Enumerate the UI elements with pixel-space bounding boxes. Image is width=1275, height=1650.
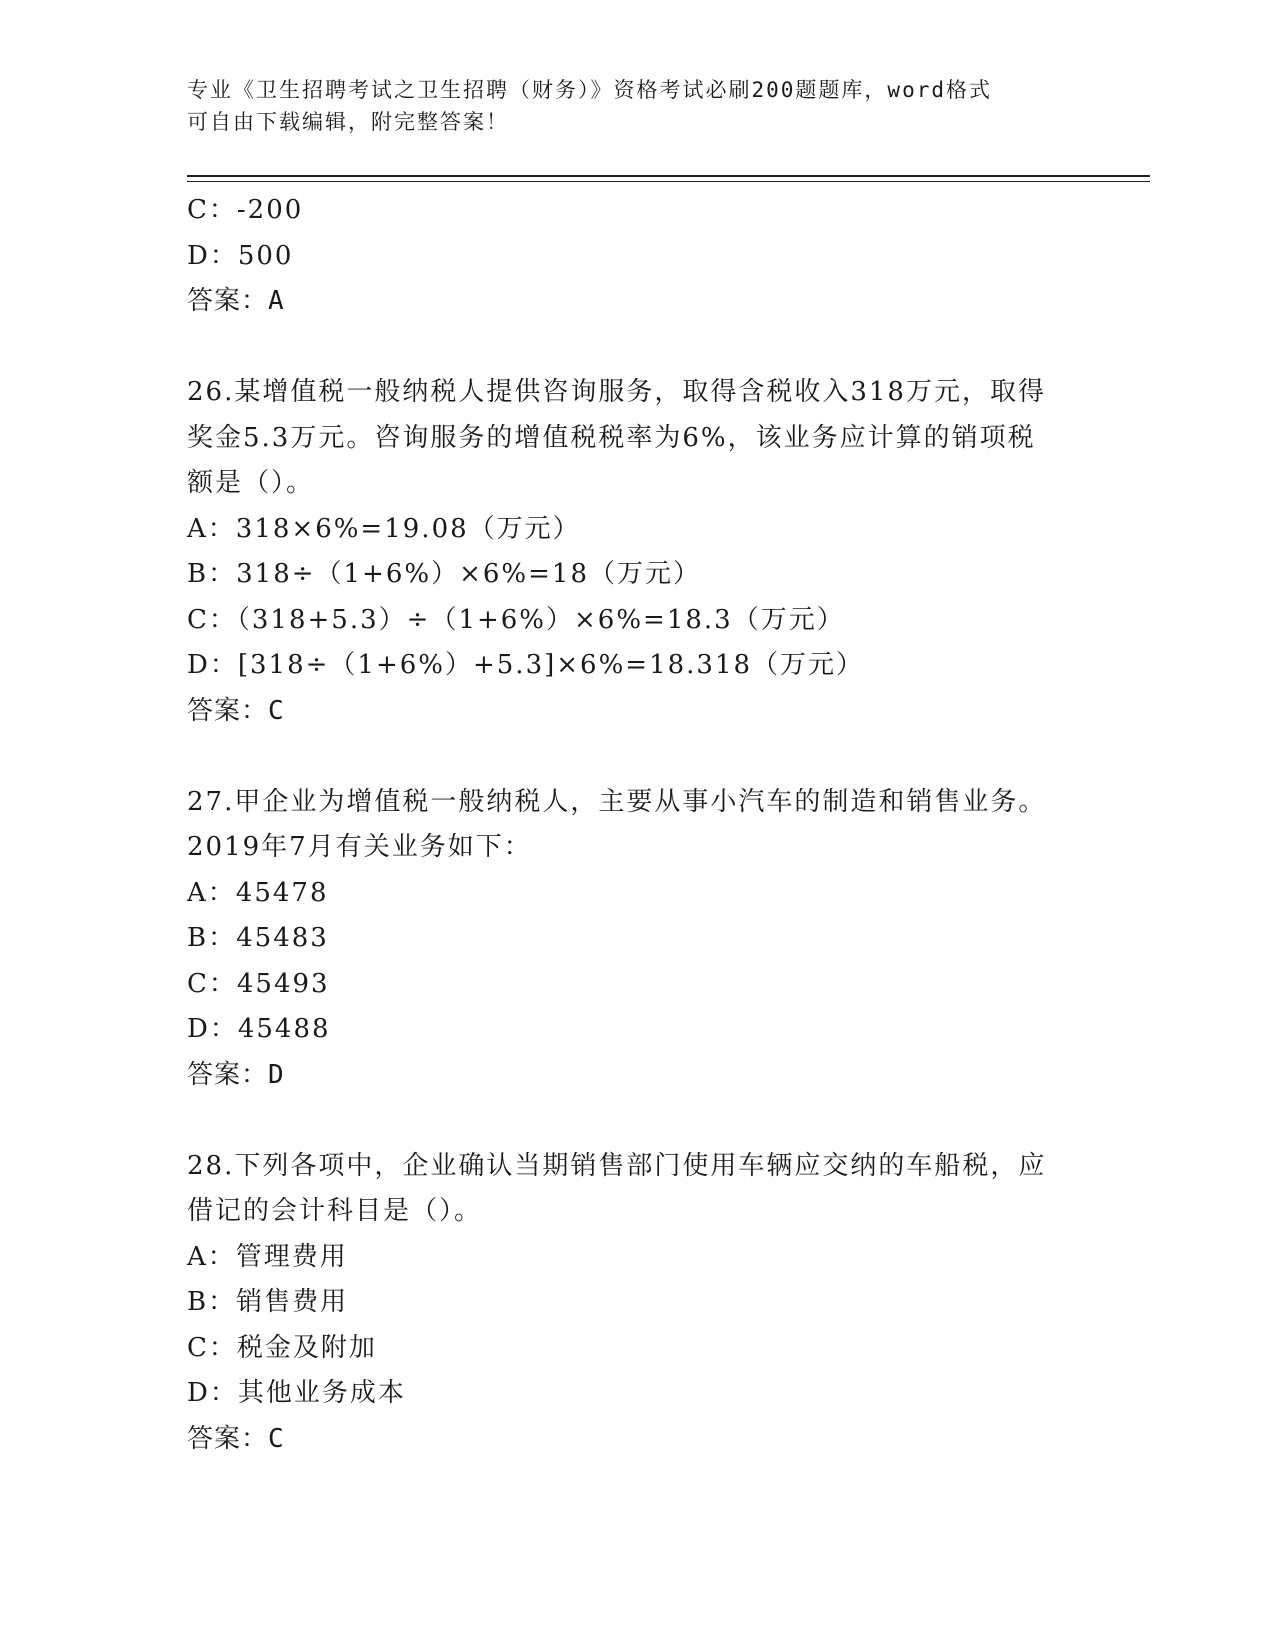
header-divider [187, 175, 1150, 177]
spacer [187, 734, 1067, 780]
option-b: B：318÷（1+6%）×6%=18（万元） [187, 559, 701, 589]
option-a: A：管理费用 [187, 1241, 348, 1272]
option-d: D：45488 [187, 1014, 331, 1044]
answer-line: 答案：A [187, 286, 285, 316]
question-27 [187, 780, 1067, 1099]
option-d: D：其他业务成本 [187, 1378, 406, 1408]
header-divider-thin [187, 181, 1150, 182]
question-list [187, 188, 1067, 1462]
question-28 [187, 1144, 1067, 1463]
option-c: C：（318+5.3）÷（1+6%）×6%=18.3（万元） [187, 604, 845, 635]
answer-line: 答案：C [187, 1423, 285, 1454]
question-26 [187, 370, 1067, 734]
option-d: D：[318÷（1+6%）+5.3]×6%=18.318（万元） [187, 650, 865, 680]
option-b: B：45483 [187, 923, 329, 953]
question-stem-line: 奖金5.3万元。咨询服务的增值税税率为6%，该业务应计算的销项税 [187, 422, 1036, 453]
question-stem-line: 27.甲企业为增值税一般纳税人，主要从事小汽车的制造和销售业务。 [187, 786, 1047, 817]
question-stem-line: 2019年7月有关业务如下： [187, 832, 532, 862]
page-header [187, 74, 1067, 138]
spacer [187, 325, 1067, 371]
header-line: 专业《卫生招聘考试之卫生招聘（财务）》资格考试必刷200题题库，word格式 [187, 78, 992, 102]
question-stem-line: 28.下列各项中，企业确认当期销售部门使用车辆应交纳的车船税，应 [187, 1150, 1047, 1181]
spacer [187, 1098, 1067, 1144]
header-line: 可自由下载编辑，附完整答案！ [187, 110, 509, 134]
question-stem-line: 借记的会计科目是（）。 [187, 1196, 483, 1226]
option-c: C：45493 [187, 968, 330, 999]
answer-line: 答案：D [187, 1059, 285, 1090]
option-a: A：45478 [187, 877, 329, 908]
question-stem-line: 额是（）。 [187, 468, 315, 498]
option-c: C：-200 [187, 195, 304, 225]
option-d: D：500 [187, 240, 294, 271]
question-stem-line: 26.某增值税一般纳税人提供咨询服务，取得含税收入318万元，取得 [187, 377, 1046, 407]
option-c: C：税金及附加 [187, 1332, 377, 1363]
answer-line: 答案：C [187, 695, 285, 726]
option-a: A：318×6%=19.08（万元） [187, 513, 581, 544]
option-b: B：销售费用 [187, 1287, 349, 1317]
partial-question [187, 188, 1067, 325]
